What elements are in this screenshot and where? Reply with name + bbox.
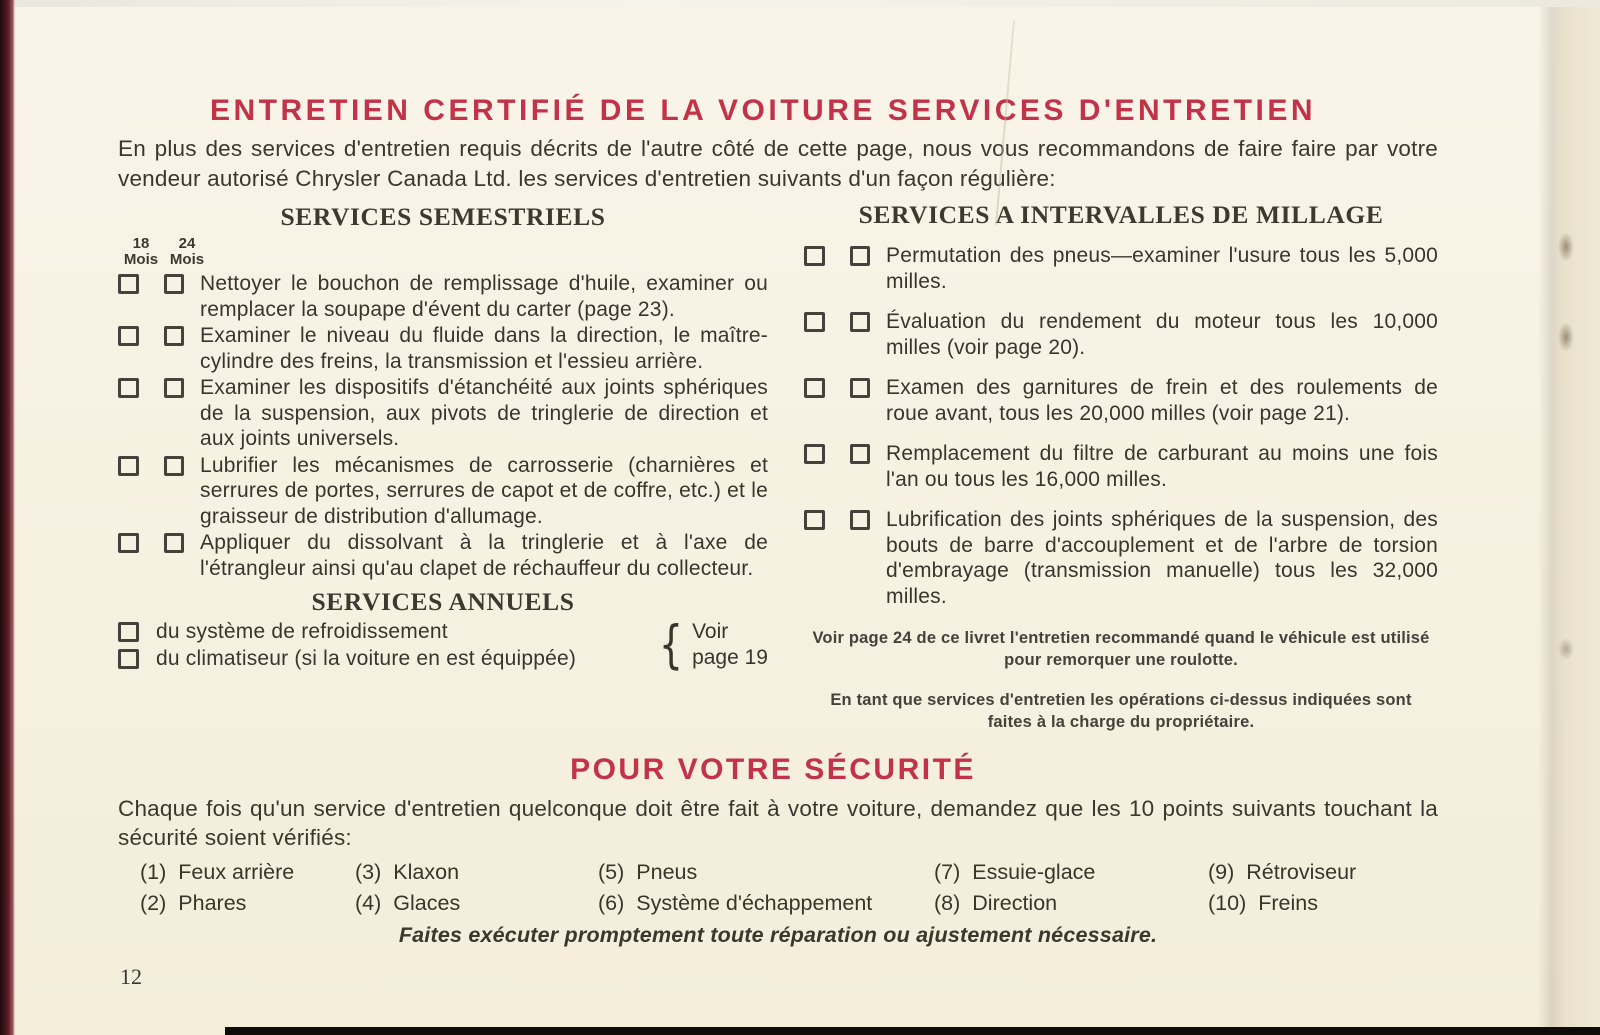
checkbox[interactable] bbox=[118, 456, 139, 476]
safety-point-label: Rétroviseur bbox=[1246, 860, 1357, 884]
checkbox-group bbox=[118, 274, 184, 294]
checkbox[interactable] bbox=[804, 312, 825, 332]
service-item-text: Nettoyer le bouchon de remplissage d'huile, examiner ou remplacer la soupape d'évent du carter (page 23). bbox=[200, 272, 768, 321]
checkbox-group bbox=[118, 533, 184, 553]
safety-point bbox=[598, 890, 934, 916]
service-item bbox=[118, 530, 768, 581]
safety-point-label: Klaxon bbox=[393, 860, 460, 884]
safety-point bbox=[934, 859, 1208, 885]
checkbox[interactable] bbox=[804, 510, 825, 530]
safety-point-label: Glaces bbox=[393, 891, 461, 915]
checkbox-group bbox=[118, 622, 140, 642]
page-title: ENTRETIEN CERTIFIÉ DE LA VOITURE SERVICES D'ENTRETIEN bbox=[209, 94, 1317, 127]
service-item bbox=[118, 453, 768, 530]
interval-number: 24 bbox=[178, 235, 196, 252]
securite-intro: Chaque fois qu'un service d'entretien quelconque doit être fait à votre voiture, demandez que les 10 points suivants touchant la sécurité soient vérifiés: bbox=[118, 796, 1438, 850]
service-item bbox=[118, 646, 653, 672]
checkbox-group bbox=[804, 246, 870, 266]
checkbox[interactable] bbox=[118, 649, 139, 669]
safety-point-label: Pneus bbox=[636, 860, 698, 884]
safety-point-label: Essuie-glace bbox=[972, 860, 1096, 884]
service-item bbox=[804, 243, 1438, 294]
safety-point-number: (6) bbox=[598, 891, 625, 915]
owner-charge-note: En tant que services d'entretien les opérations ci-dessus indiquées sont faites à la charge du propriétaire. bbox=[830, 691, 1412, 731]
checkbox-group bbox=[118, 649, 140, 669]
service-item bbox=[118, 619, 653, 645]
interval-number: 18 bbox=[132, 235, 150, 252]
annual-header: SERVICES ANNUELS bbox=[311, 587, 575, 616]
service-item bbox=[118, 375, 768, 452]
safety-point-number: (8) bbox=[934, 891, 961, 915]
safety-point-number: (2) bbox=[140, 891, 167, 915]
safety-point-number: (9) bbox=[1208, 860, 1235, 884]
safety-point-number: (10) bbox=[1208, 891, 1247, 915]
safety-point bbox=[355, 859, 598, 885]
safety-point bbox=[140, 859, 355, 885]
checkbox-group bbox=[804, 312, 870, 332]
service-item-text: Évaluation du rendement du moteur tous les 10,000 milles (voir page 20). bbox=[886, 310, 1438, 359]
service-item-text: du système de refroidissement bbox=[156, 620, 448, 643]
safety-point bbox=[934, 890, 1208, 916]
paper-right-edge bbox=[1538, 0, 1600, 1035]
service-item bbox=[804, 309, 1438, 360]
service-item-text: Examiner les dispositifs d'étanchéité aux joints sphériques de la suspension, aux pivots de tringlerie de direction et aux joints universels. bbox=[200, 376, 768, 450]
interval-unit: Mois bbox=[123, 251, 159, 268]
safety-point-number: (7) bbox=[934, 860, 961, 884]
checkbox[interactable] bbox=[164, 274, 185, 294]
mileage-header: SERVICES A INTERVALLES DE MILLAGE bbox=[858, 200, 1384, 229]
service-item-text: Appliquer du dissolvant à la tringlerie et à l'axe de l'étrangleur ainsi qu'au clapet de réchauffeur du collecteur. bbox=[200, 531, 768, 580]
checkbox[interactable] bbox=[164, 456, 185, 476]
service-item-text: Permutation des pneus—examiner l'usure tous les 5,000 milles. bbox=[886, 244, 1438, 293]
scan-smudge bbox=[1558, 232, 1574, 262]
service-item-text: Remplacement du filtre de carburant au moins une fois l'an ou tous les 16,000 milles. bbox=[886, 442, 1438, 491]
reference-word: Voir bbox=[692, 620, 729, 643]
mileage-item-list bbox=[804, 243, 1438, 609]
service-item bbox=[804, 441, 1438, 492]
service-item-text: Examen des garnitures de frein et des roulements de roue avant, tous les 20,000 milles (voir page 21). bbox=[886, 376, 1438, 425]
safety-point-number: (3) bbox=[355, 860, 382, 884]
checkbox[interactable] bbox=[164, 378, 185, 398]
interval-unit: Mois bbox=[169, 251, 205, 268]
checkbox[interactable] bbox=[164, 533, 185, 553]
safety-point-label: Direction bbox=[972, 891, 1058, 915]
checkbox[interactable] bbox=[164, 326, 185, 346]
safety-point-label: Système d'échappement bbox=[636, 891, 873, 915]
service-item-text: Lubrifier les mécanismes de carrosserie (charnières et serrures de portes, serrures de capot et de coffre, etc.) et le graisseur de distribution d'allumage. bbox=[200, 453, 768, 528]
interval-column-headers bbox=[122, 236, 208, 268]
service-item-text: Lubrification des joints sphériques de la suspension, des bouts de barre d'accouplement et de l'arbre de torsion d'embrayage (transmission manuelle) tous les 32,000 milles. bbox=[886, 508, 1438, 608]
trailer-note: Voir page 24 de ce livret l'entretien recommandé quand le véhicule est utilisé pour remorquer une roulotte. bbox=[812, 629, 1430, 669]
checkbox[interactable] bbox=[804, 444, 825, 464]
interval-18-months bbox=[122, 236, 160, 268]
safety-point-number: (1) bbox=[140, 860, 167, 884]
service-item bbox=[118, 271, 768, 322]
checkbox-group bbox=[118, 326, 184, 346]
safety-point-label: Freins bbox=[1258, 891, 1318, 915]
checkbox-group bbox=[118, 378, 184, 398]
checkbox[interactable] bbox=[804, 378, 825, 398]
safety-point bbox=[1208, 859, 1438, 885]
interval-24-months bbox=[168, 236, 206, 268]
scan-left-binding-edge bbox=[0, 0, 15, 1035]
service-item bbox=[804, 375, 1438, 426]
scan-smudge bbox=[1558, 322, 1574, 352]
brace-glyph: { bbox=[658, 615, 684, 675]
checkbox[interactable] bbox=[850, 510, 871, 530]
safety-point bbox=[1208, 890, 1438, 916]
checkbox[interactable] bbox=[850, 378, 871, 398]
safety-point-number: (5) bbox=[598, 860, 625, 884]
annual-services-row bbox=[118, 615, 768, 675]
service-item bbox=[804, 507, 1438, 609]
checkbox[interactable] bbox=[804, 246, 825, 266]
scan-top-edge bbox=[0, 0, 1600, 7]
checkbox[interactable] bbox=[118, 622, 139, 642]
checkbox[interactable] bbox=[118, 378, 139, 398]
checkbox[interactable] bbox=[850, 444, 871, 464]
safety-point bbox=[140, 890, 355, 916]
safety-point-number: (4) bbox=[355, 891, 382, 915]
safety-point bbox=[598, 859, 934, 885]
checkbox[interactable] bbox=[118, 533, 139, 553]
annual-page-reference bbox=[658, 615, 768, 675]
repair-footer-note: Faites exécuter promptement toute réparation ou ajustement nécessaire. bbox=[398, 923, 1158, 947]
intro-paragraph: En plus des services d'entretien requis décrits de l'autre côté de cette page, nous vous recommandons de faire faire par votre vendeur autorisé Chrysler Canada Ltd. les services d'entretien suivants d'un façon régulière: bbox=[118, 136, 1438, 191]
semiannual-item-list bbox=[118, 271, 768, 581]
service-item-text: Examiner le niveau du fluide dans la direction, le maître-cylindre des freins, la transmission et l'essieu arrière. bbox=[200, 324, 768, 373]
service-columns bbox=[118, 196, 1438, 733]
annual-item-list bbox=[118, 619, 653, 672]
safety-point-label: Phares bbox=[178, 891, 247, 915]
page-number: 12 bbox=[120, 964, 142, 989]
safety-point-label: Feux arrière bbox=[178, 860, 295, 884]
reference-page: page 19 bbox=[692, 646, 768, 669]
checkbox-group bbox=[804, 378, 870, 398]
securite-header: POUR VOTRE SÉCURITÉ bbox=[570, 753, 976, 786]
scan-bottom-edge bbox=[225, 1027, 1600, 1035]
mileage-column bbox=[804, 196, 1438, 733]
safety-points-grid bbox=[140, 859, 1438, 916]
checkbox[interactable] bbox=[118, 326, 139, 346]
semiannual-column bbox=[118, 196, 768, 733]
checkbox-group bbox=[118, 456, 184, 476]
checkbox-group bbox=[804, 510, 870, 530]
semiannual-header: SERVICES SEMESTRIELS bbox=[280, 202, 606, 231]
checkbox-group bbox=[804, 444, 870, 464]
checkbox[interactable] bbox=[850, 312, 871, 332]
scan-smudge bbox=[1558, 638, 1574, 660]
service-item bbox=[118, 323, 768, 374]
service-item-text: du climatiseur (si la voiture en est équippée) bbox=[156, 646, 577, 670]
checkbox[interactable] bbox=[118, 274, 139, 294]
safety-point bbox=[355, 890, 598, 916]
checkbox[interactable] bbox=[850, 246, 871, 266]
